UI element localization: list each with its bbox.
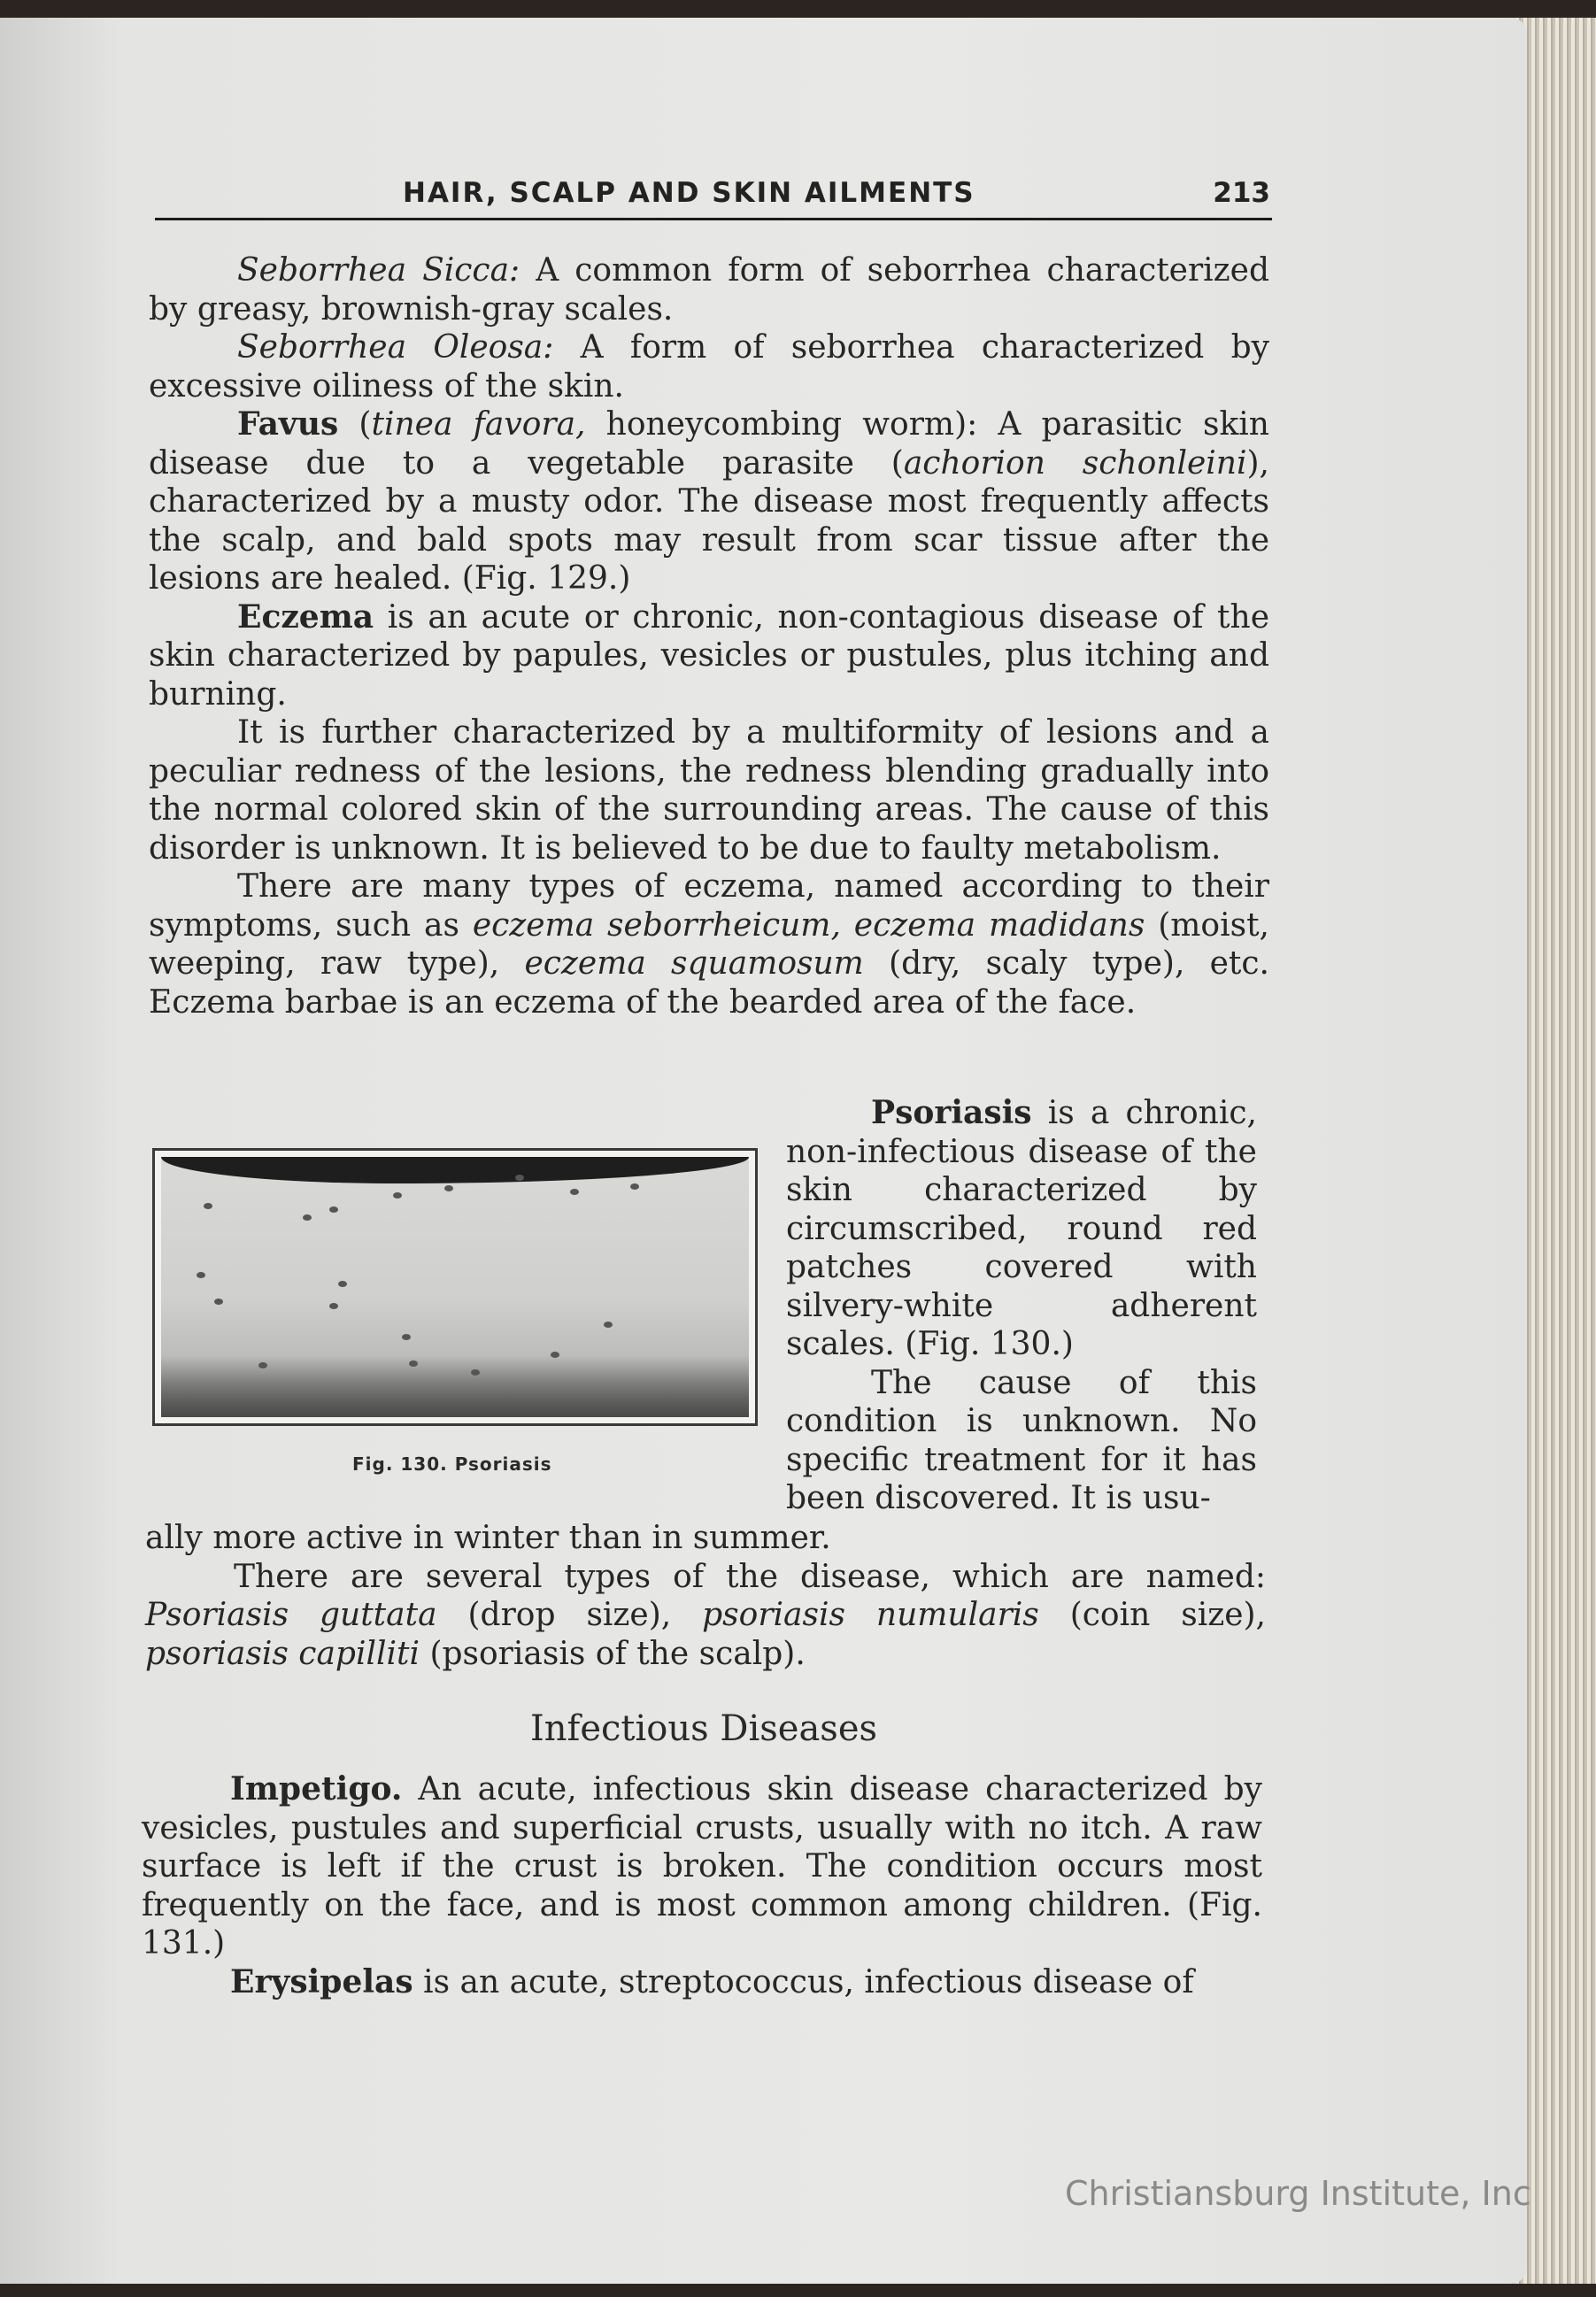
term: Eczema bbox=[237, 597, 374, 636]
term: Impetigo. bbox=[230, 1770, 403, 1808]
paragraph-psoriasis-types: There are several types of the disease, which are named: Psoriasis guttata (drop size), psoriasis numularis (coin size), psoriasis capilliti (psoriasis of the scalp). bbox=[145, 1558, 1266, 1672]
paragraph-seborrhea-sicca: Seborrhea Sicca: A common form of seborrhea characterized by greasy, brownish-gray scales. bbox=[149, 252, 1270, 328]
side-text-block bbox=[786, 1094, 1257, 1518]
term: Favus bbox=[237, 405, 339, 443]
figure-caption: Fig. 130. Psoriasis bbox=[352, 1453, 552, 1475]
watermark: Christiansburg Institute, Inc bbox=[1065, 2174, 1531, 2213]
paragraph-eczema: Eczema is an acute or chronic, non-contagious disease of the skin characterized by papules, vesicles or pustules, plus itching and burning. bbox=[149, 597, 1269, 713]
bottom-text-block bbox=[142, 1770, 1262, 2001]
paragraph-psoriasis-continued: ally more active in winter than in summer. bbox=[145, 1520, 831, 1556]
term: Seborrhea Sicca: bbox=[237, 252, 520, 289]
running-head-title: HAIR, SCALP AND SKIN AILMENTS bbox=[403, 177, 975, 209]
term: Psoriasis bbox=[871, 1094, 1032, 1131]
section-title: Infectious Diseases bbox=[529, 1708, 878, 1749]
paragraph-erysipelas: Erysipelas is an acute, streptococcus, infectious disease of bbox=[230, 1962, 1194, 2000]
paragraph-impetigo: Impetigo. An acute, infectious skin disease characterized by vesicles, pustules and superficial crusts, usually with no itch. A raw surface is left if the crust is broken. The condition occurs most frequently on the face, and is most common among children. (Fig. 131.) bbox=[142, 1770, 1262, 1962]
paragraph-psoriasis-cause: The cause of this condition is unknown. No specific treatment for it has been discovered. It is usu- bbox=[786, 1364, 1257, 1516]
page-number: 213 bbox=[1213, 177, 1270, 209]
term: Seborrhea Oleosa: bbox=[237, 329, 554, 366]
top-text-block bbox=[149, 251, 1269, 1021]
mid-text-block bbox=[145, 1519, 1266, 1673]
running-head bbox=[155, 175, 1272, 220]
paragraph-eczema-types: There are many types of eczema, named according to their symptoms, such as eczema seborrheicum, eczema madidans (moist, weeping, raw type), eczema squamosum (dry, scaly type), etc. Eczema barbae is an eczema of the bearded area of the face. bbox=[149, 868, 1269, 1021]
psoriasis-photo bbox=[152, 1148, 758, 1426]
paragraph-eczema-further: It is further characterized by a multiformity of lesions and a peculiar redness of the lesions, the redness blending gradually into the normal colored skin of the surrounding areas. The cause of this disorder is unknown. It is believed to be due to faulty metabolism. bbox=[149, 714, 1269, 867]
paragraph-favus: Favus (tinea favora, honeycombing worm): A parasitic skin disease due to a vegetable parasite (achorion schonleini), characterized by a musty odor. The disease most frequently affects the scalp, and bald spots may result from scar tissue after the lesions are healed. (Fig. 129.) bbox=[149, 405, 1269, 597]
term: Erysipelas bbox=[230, 1962, 413, 2000]
paragraph-psoriasis: Psoriasis is a chronic, non-infectious disease of the skin characterized by circumscribed, round red patches covered with silvery-white adherent scales. (Fig. 130.) bbox=[786, 1094, 1257, 1362]
paragraph-seborrhea-oleosa: Seborrhea Oleosa: A form of seborrhea characterized by excessive oiliness of the skin. bbox=[149, 329, 1269, 405]
